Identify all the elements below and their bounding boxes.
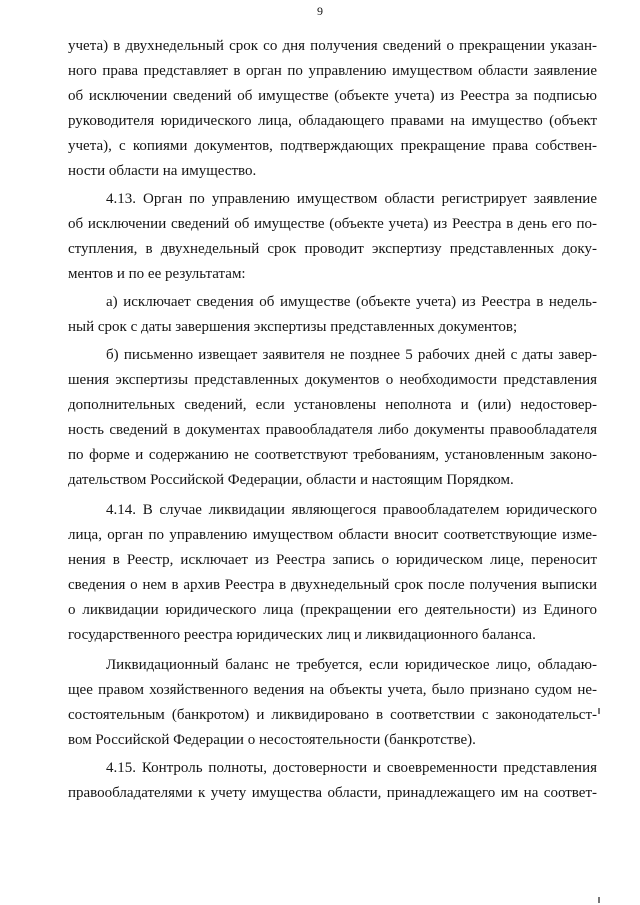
text-line: ступления, в двухнедельный срок проводит экспертизу представленных доку-	[68, 241, 597, 257]
text-line: об исключении сведений об имуществе (объекте учета) из Реестра в день его по-	[68, 216, 597, 232]
text-line: шения экспертизы представленных документов о необходимости представления	[68, 372, 597, 388]
text-line: 4.14. В случае ликвидации являющегося правообладателем юридического	[106, 502, 597, 518]
text-line: нения в Реестр, исключает из Реестра запись о юридическом лице, переносит	[68, 552, 597, 568]
text-line: ность сведений в документах правообладателя либо документы правообладателя	[68, 422, 597, 438]
text-line: 4.13. Орган по управлению имуществом области регистрирует заявление	[106, 191, 597, 207]
text-line: дательством Российской Федерации, области и настоящим Порядком.	[68, 472, 514, 488]
margin-mark	[598, 708, 600, 714]
text-line: ментов и по ее результатам:	[68, 266, 246, 282]
text-line: б) письменно извещает заявителя не позднее 5 рабочих дней с даты завер-	[106, 347, 597, 363]
text-line: руководителя юридического лица, обладающего правами на имущество (объект	[68, 113, 597, 129]
text-line: дополнительных сведений, если установлены неполнота и (или) недостовер-	[68, 397, 597, 413]
text-line: правообладателями к учету имущества области, принадлежащего им на соответ-	[68, 785, 597, 801]
margin-mark	[598, 897, 600, 903]
text-line: щее правом хозяйственного ведения на объекты учета, было признано судом не-	[68, 682, 597, 698]
text-line: ный срок с даты завершения экспертизы представленных документов;	[68, 319, 518, 335]
text-line: Ликвидационный баланс не требуется, если юридическое лицо, обладаю-	[106, 657, 597, 673]
text-line: вом Российской Федерации о несостоятельности (банкротстве).	[68, 732, 476, 748]
text-line: 4.15. Контроль полноты, достоверности и своевременности представления	[106, 760, 597, 776]
page-number: 9	[317, 4, 323, 18]
text-line: а) исключает сведения об имуществе (объекте учета) из Реестра в недель-	[106, 294, 597, 310]
text-line: сведения о нем в архив Реестра в двухнедельный срок после получения выписки	[68, 577, 597, 593]
text-line: о ликвидации юридического лица (прекращении его деятельности) из Единого	[68, 602, 597, 618]
text-line: по форме и содержанию не соответствуют требованиям, установленным законо-	[68, 447, 597, 463]
text-line: учета), с копиями документов, подтверждающих прекращение права собствен-	[68, 138, 597, 154]
text-line: государственного реестра юридических лиц и ликвидационного баланса.	[68, 627, 536, 643]
text-line: ности области на имущество.	[68, 163, 257, 179]
text-line: учета) в двухнедельный срок со дня получения сведений о прекращении указан-	[68, 38, 597, 54]
text-line: об исключении сведений об имуществе (объекте учета) из Реестра за подписью	[68, 88, 597, 104]
text-line: ного права представляет в орган по управлению имуществом области заявление	[68, 63, 597, 79]
text-line: состоятельным (банкротом) и ликвидировано в соответствии с законодательст-	[68, 707, 597, 723]
text-line: лица, орган по управлению имуществом области вносит соответствующие изме-	[68, 527, 597, 543]
